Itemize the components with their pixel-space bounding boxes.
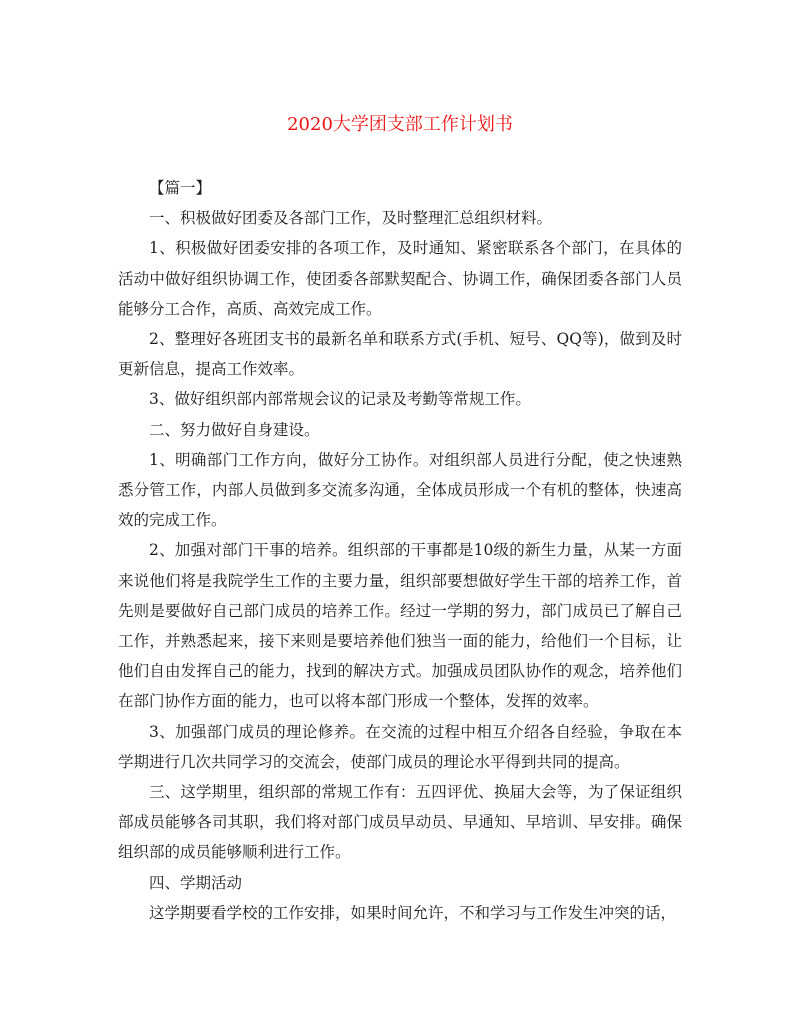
document-title: 2020大学团支部工作计划书 bbox=[287, 114, 513, 135]
paragraph: 二、努力做好自身建设。 bbox=[149, 420, 320, 439]
paragraph: 这学期要看学校的工作安排，如果时间允许，不和学习与工作发生冲突的话， bbox=[149, 903, 677, 922]
paragraph: 3、做好组织部内部常规会议的记录及考勤等常规工作。 bbox=[149, 390, 531, 409]
document-body bbox=[118, 173, 682, 928]
paragraph: 2、整理好各班团支书的最新名单和联系方式(手机、短号、QQ等)，做到及时更新信息，提高工作效率。 bbox=[118, 330, 682, 379]
section-label: 【篇一】 bbox=[149, 179, 212, 197]
paragraph: 1、明确部门工作方向，做好分工协作。对组织部人员进行分配，使之快速熟悉分管工作，内部人员做到多交流多沟通，全体成员形成一个有机的整体，快速高效的完成工作。 bbox=[118, 450, 682, 530]
paragraph: 1、积极做好团委安排的各项工作，及时通知、紧密联系各个部门，在具体的活动中做好组织协调工作，使团委各部默契配合、协调工作，确保团委各部门人员能够分工合作，高质、高效完成工作。 bbox=[118, 239, 682, 318]
paragraph: 一、积极做好团委及各部门工作，及时整理汇总组织材料。 bbox=[149, 209, 553, 228]
paragraph: 四、学期活动 bbox=[149, 873, 243, 892]
paragraph: 三、这学期里，组织部的常规工作有：五四评优、换届大会等，为了保证组织部成员能够各司其职，我们将对部门成员早动员、早通知、早培训、早安排。确保组织部的成员能够顺利进行工作。 bbox=[118, 783, 682, 862]
paragraph: 2、加强对部门干事的培养。组织部的干事都是10级的新生力量，从某一方面来说他们将是我院学生工作的主要力量，组织部要想做好学生干部的培养工作，首先则是要做好自己部门成员的培养工作。经过一学期的努力，部门成员已了解自己工作，并熟悉起来，接下来则是要培养他们独当一面的能力，给他们一个目标，让他们自由发挥自己的能力，找到的解决方式。加强成员团队协作的观念，培养他们在部门协作方面的能力，也可以将本部门形成一个整体，发挥的效率。 bbox=[118, 541, 682, 711]
paragraph: 3、加强部门成员的理论修养。在交流的过程中相互介绍各自经验，争取在本学期进行几次共同学习的交流会，使部门成员的理论水平得到共同的提高。 bbox=[118, 722, 682, 771]
